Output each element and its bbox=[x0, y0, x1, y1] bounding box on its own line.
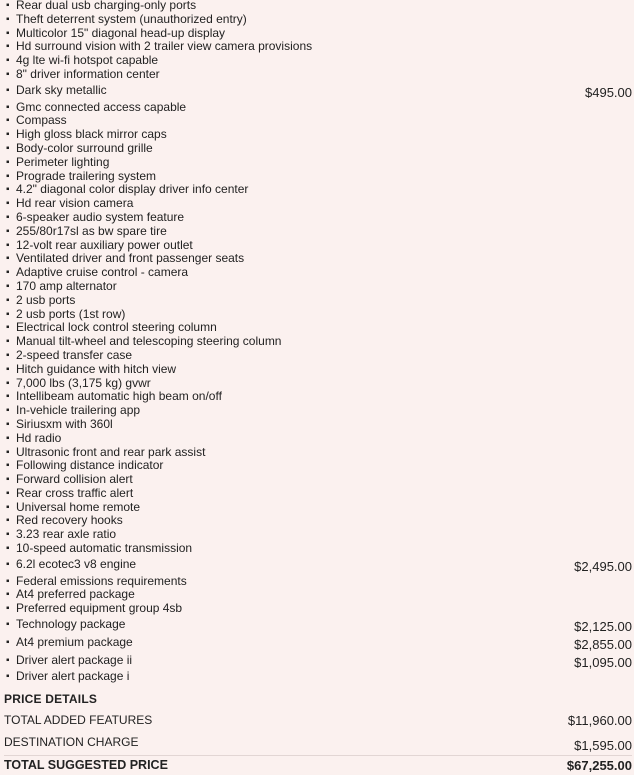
added-features-value: $11,960.00 bbox=[567, 713, 632, 728]
feature-price: $2,495.00 bbox=[574, 558, 632, 574]
bullet-icon: ▪ bbox=[6, 170, 10, 182]
bullet-icon: ▪ bbox=[6, 474, 10, 486]
feature-row bbox=[0, 54, 634, 68]
feature-label: At4 preferred package bbox=[16, 587, 135, 602]
bullet-icon: ▪ bbox=[6, 68, 10, 80]
feature-row bbox=[0, 84, 634, 100]
feature-row bbox=[0, 473, 634, 487]
feature-row bbox=[0, 404, 634, 418]
feature-label: 4g lte wi-fi hotspot capable bbox=[16, 53, 159, 68]
bullet-icon: ▪ bbox=[6, 184, 10, 196]
feature-row bbox=[0, 542, 634, 556]
bullet-icon: ▪ bbox=[6, 636, 10, 648]
feature-row bbox=[0, 349, 634, 363]
feature-row bbox=[0, 142, 634, 156]
feature-row bbox=[0, 266, 634, 280]
feature-row bbox=[0, 68, 634, 82]
feature-label: Following distance indicator bbox=[16, 458, 164, 473]
bullet-icon: ▪ bbox=[6, 84, 10, 96]
feature-label: Rear cross traffic alert bbox=[16, 485, 134, 500]
bullet-icon: ▪ bbox=[6, 671, 10, 683]
feature-row bbox=[0, 321, 634, 335]
bullet-icon: ▪ bbox=[6, 253, 10, 265]
added-features-label: TOTAL ADDED FEATURES bbox=[4, 713, 153, 727]
added-features-row bbox=[4, 713, 632, 728]
feature-row bbox=[0, 128, 634, 142]
feature-label: Gmc connected access capable bbox=[16, 99, 187, 114]
bullet-icon: ▪ bbox=[6, 377, 10, 389]
feature-price: $2,125.00 bbox=[574, 619, 632, 635]
feature-row bbox=[0, 101, 634, 115]
feature-label: At4 premium package bbox=[16, 634, 133, 649]
bullet-icon: ▪ bbox=[6, 294, 10, 306]
feature-row bbox=[0, 308, 634, 322]
feature-label: Electrical lock control steering column bbox=[16, 320, 217, 335]
feature-row bbox=[0, 294, 634, 308]
bullet-icon: ▪ bbox=[6, 543, 10, 555]
feature-label: Compass bbox=[16, 113, 67, 128]
feature-label: In-vehicle trailering app bbox=[16, 403, 141, 418]
bullet-icon: ▪ bbox=[6, 239, 10, 251]
bullet-icon: ▪ bbox=[6, 501, 10, 513]
feature-price: $495.00 bbox=[585, 84, 632, 100]
feature-row bbox=[0, 418, 634, 432]
feature-row bbox=[0, 446, 634, 460]
feature-row bbox=[0, 40, 634, 54]
feature-label: 7,000 lbs (3,175 kg) gvwr bbox=[16, 375, 151, 390]
feature-row bbox=[0, 377, 634, 391]
bullet-icon: ▪ bbox=[6, 225, 10, 237]
bullet-icon: ▪ bbox=[6, 405, 10, 417]
feature-label: 2 usb ports bbox=[16, 292, 76, 307]
bullet-icon: ▪ bbox=[6, 27, 10, 39]
feature-label: Ultrasonic front and rear park assist bbox=[16, 444, 206, 459]
feature-label: 12-volt rear auxiliary power outlet bbox=[16, 237, 193, 252]
bullet-icon: ▪ bbox=[6, 211, 10, 223]
feature-label: Manual tilt-wheel and telescoping steering column bbox=[16, 334, 282, 349]
bullet-icon: ▪ bbox=[6, 13, 10, 25]
feature-label: Intellibeam automatic high beam on/off bbox=[16, 389, 222, 404]
feature-row bbox=[0, 528, 634, 542]
bullet-icon: ▪ bbox=[6, 619, 10, 631]
destination-row bbox=[4, 735, 632, 753]
feature-label: Driver alert package ii bbox=[16, 652, 133, 667]
bullet-icon: ▪ bbox=[6, 101, 10, 113]
feature-row bbox=[0, 390, 634, 404]
bullet-icon: ▪ bbox=[6, 0, 10, 11]
feature-row bbox=[0, 618, 634, 634]
feature-label: Federal emissions requirements bbox=[16, 573, 187, 588]
feature-label: Adaptive cruise control - camera bbox=[16, 265, 189, 280]
bullet-icon: ▪ bbox=[6, 589, 10, 601]
feature-row bbox=[0, 514, 634, 528]
bullet-icon: ▪ bbox=[6, 142, 10, 154]
feature-label: Universal home remote bbox=[16, 499, 141, 514]
feature-label: 170 amp alternator bbox=[16, 278, 117, 293]
feature-label: Hd radio bbox=[16, 430, 62, 445]
feature-label: 2 usb ports (1st row) bbox=[16, 306, 126, 321]
bullet-icon: ▪ bbox=[6, 363, 10, 375]
total-row bbox=[4, 758, 632, 773]
feature-label: Driver alert package i bbox=[16, 669, 130, 684]
feature-label: High gloss black mirror caps bbox=[16, 127, 167, 142]
feature-row bbox=[0, 636, 634, 652]
feature-label: Hd surround vision with 2 trailer view camera provisions bbox=[16, 39, 313, 54]
total-value: $67,255.00 bbox=[566, 758, 632, 773]
bullet-icon: ▪ bbox=[6, 322, 10, 334]
price-details-title: PRICE DETAILS bbox=[4, 692, 98, 706]
feature-label: Theft deterrent system (unauthorized entry) bbox=[16, 11, 247, 26]
feature-row bbox=[0, 239, 634, 253]
feature-label: 3.23 rear axle ratio bbox=[16, 527, 117, 542]
feature-row bbox=[0, 575, 634, 589]
bullet-icon: ▪ bbox=[6, 115, 10, 127]
bullet-icon: ▪ bbox=[6, 558, 10, 570]
bullet-icon: ▪ bbox=[6, 267, 10, 279]
bullet-icon: ▪ bbox=[6, 432, 10, 444]
feature-label: 6-speaker audio system feature bbox=[16, 209, 185, 224]
feature-label: 8" driver information center bbox=[16, 66, 160, 81]
feature-label: Technology package bbox=[16, 617, 126, 632]
feature-label: 255/80r17sl as bw spare tire bbox=[16, 223, 167, 238]
feature-row bbox=[0, 670, 634, 684]
feature-price: $2,855.00 bbox=[574, 636, 632, 652]
feature-label: Siriusxm with 360l bbox=[16, 416, 113, 431]
bullet-icon: ▪ bbox=[6, 603, 10, 615]
feature-label: 10-speed automatic transmission bbox=[16, 541, 193, 556]
feature-label: Perimeter lighting bbox=[16, 154, 110, 169]
feature-row bbox=[0, 27, 634, 41]
feature-price: $1,095.00 bbox=[574, 654, 632, 670]
feature-label: Forward collision alert bbox=[16, 472, 133, 487]
feature-row bbox=[0, 252, 634, 266]
bullet-icon: ▪ bbox=[6, 391, 10, 403]
feature-label: Dark sky metallic bbox=[16, 82, 107, 97]
feature-label: Ventilated driver and front passenger seats bbox=[16, 251, 245, 266]
feature-row bbox=[0, 280, 634, 294]
feature-row bbox=[0, 170, 634, 184]
bullet-icon: ▪ bbox=[6, 575, 10, 587]
feature-label: Hd rear vision camera bbox=[16, 196, 134, 211]
total-divider bbox=[4, 755, 632, 756]
bullet-icon: ▪ bbox=[6, 129, 10, 141]
feature-label: 6.2l ecotec3 v8 engine bbox=[16, 556, 137, 571]
price-details bbox=[4, 692, 632, 706]
bullet-icon: ▪ bbox=[6, 198, 10, 210]
bullet-icon: ▪ bbox=[6, 654, 10, 666]
feature-label: 2-speed transfer case bbox=[16, 347, 133, 362]
feature-row bbox=[0, 459, 634, 473]
total-label: TOTAL SUGGESTED PRICE bbox=[4, 758, 168, 772]
feature-row bbox=[0, 211, 634, 225]
feature-label: Multicolor 15" diagonal head-up display bbox=[16, 25, 226, 40]
bullet-icon: ▪ bbox=[6, 418, 10, 430]
feature-row bbox=[0, 156, 634, 170]
bullet-icon: ▪ bbox=[6, 308, 10, 320]
feature-label: 4.2" diagonal color display driver info center bbox=[16, 182, 249, 197]
feature-label: Body-color surround grille bbox=[16, 140, 153, 155]
feature-label: Rear dual usb charging-only ports bbox=[16, 0, 197, 12]
feature-row bbox=[0, 558, 634, 574]
bullet-icon: ▪ bbox=[6, 55, 10, 67]
destination-value: $1,595.00 bbox=[574, 738, 632, 753]
feature-row bbox=[0, 335, 634, 349]
feature-row bbox=[0, 432, 634, 446]
feature-row bbox=[0, 602, 634, 616]
feature-row bbox=[0, 487, 634, 501]
feature-label: Hitch guidance with hitch view bbox=[16, 361, 177, 376]
bullet-icon: ▪ bbox=[6, 529, 10, 541]
destination-label: DESTINATION CHARGE bbox=[4, 735, 139, 749]
feature-row bbox=[0, 0, 634, 13]
feature-label: Preferred equipment group 4sb bbox=[16, 601, 183, 616]
bullet-icon: ▪ bbox=[6, 515, 10, 527]
bullet-icon: ▪ bbox=[6, 156, 10, 168]
bullet-icon: ▪ bbox=[6, 41, 10, 53]
feature-label: Red recovery hooks bbox=[16, 513, 123, 528]
feature-row bbox=[0, 114, 634, 128]
feature-row bbox=[0, 197, 634, 211]
feature-row bbox=[0, 225, 634, 239]
feature-label: Prograde trailering system bbox=[16, 168, 157, 183]
bullet-icon: ▪ bbox=[6, 446, 10, 458]
feature-row bbox=[0, 183, 634, 197]
feature-row bbox=[0, 501, 634, 515]
feature-row bbox=[0, 363, 634, 377]
bullet-icon: ▪ bbox=[6, 349, 10, 361]
bullet-icon: ▪ bbox=[6, 460, 10, 472]
bullet-icon: ▪ bbox=[6, 280, 10, 292]
bullet-icon: ▪ bbox=[6, 487, 10, 499]
feature-row bbox=[0, 654, 634, 670]
feature-row bbox=[0, 588, 634, 602]
bullet-icon: ▪ bbox=[6, 336, 10, 348]
feature-row bbox=[0, 13, 634, 27]
